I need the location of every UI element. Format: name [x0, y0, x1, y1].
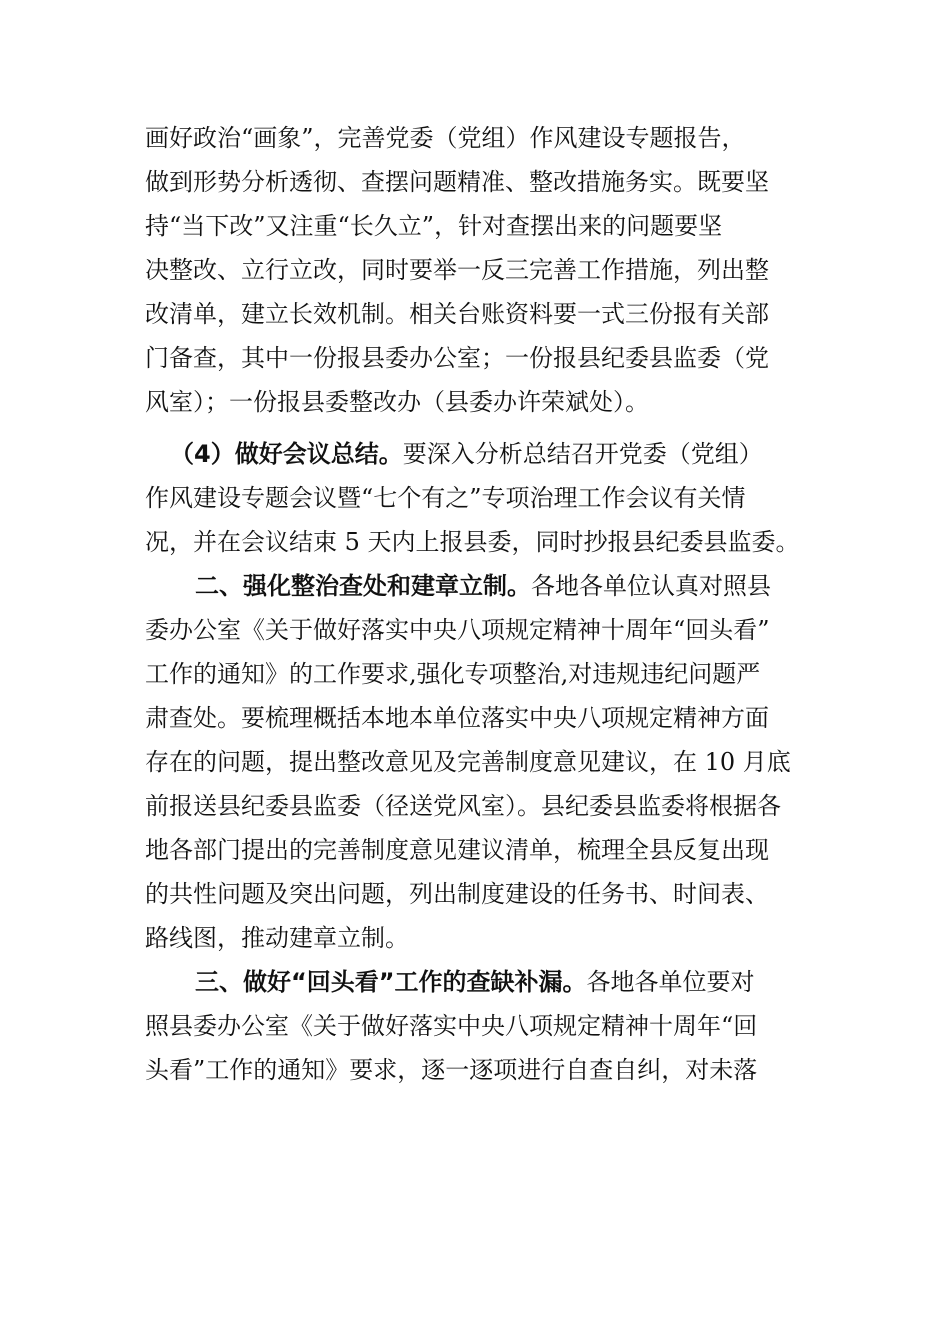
paragraph-line: 作风建设专题会议暨“七个有之”专项治理工作会议有关情: [145, 484, 746, 512]
paragraph-first-line: [170, 437, 763, 471]
paragraph-line: 的共性问题及突出问题，列出制度建设的任务书、时间表、: [145, 880, 769, 908]
paragraph-line: 路线图，推动建章立制。: [145, 924, 409, 952]
paragraph-line: 风室）；一份报县委整改办（县委办许荣斌处）。: [145, 388, 649, 416]
paragraph-first-line: [195, 569, 771, 603]
paragraph-line: 画好政治“画象”，完善党委（党组）作风建设专题报告，: [145, 124, 746, 152]
section-heading: 三、做好“回头看”工作的查缺补漏。: [195, 968, 587, 996]
paragraph-line: 肃查处。要梳理概括本地本单位落实中央八项规定精神方面: [145, 704, 769, 732]
section-heading: 二、强化整治查处和建章立制。: [195, 572, 531, 600]
paragraph-line: 照县委办公室《关于做好落实中央八项规定精神十周年“回: [145, 1012, 758, 1040]
paragraph-text: 各地各单位认真对照县: [531, 572, 771, 600]
paragraph-first-line: [195, 965, 755, 999]
paragraph-line: 地各部门提出的完善制度意见建议清单，梳理全县反复出现: [145, 836, 769, 864]
paragraph-text: 各地各单位要对: [586, 968, 755, 996]
paragraph-line: 改清单，建立长效机制。相关台账资料要一式三份报有关部: [145, 300, 769, 328]
paragraph-line: 决整改、立行立改，同时要举一反三完善工作措施，列出整: [145, 256, 769, 284]
paragraph-line: 况，并在会议结束 5 天内上报县委，同时抄报县纪委县监委。: [145, 528, 800, 556]
section-heading: （4）做好会议总结。: [170, 440, 403, 468]
paragraph-line: 头看”工作的通知》要求，逐一逐项进行自查自纠，对未落: [145, 1056, 758, 1084]
paragraph-line: 委办公室《关于做好落实中央八项规定精神十周年“回头看”: [145, 616, 770, 644]
paragraph-line: 门备查，其中一份报县委办公室；一份报县纪委县监委（党: [145, 344, 769, 372]
paragraph-line: 前报送县纪委县监委（径送党风室）。县纪委县监委将根据各: [145, 792, 781, 820]
paragraph-line: 工作的通知》的工作要求,强化专项整治,对违规违纪问题严: [145, 660, 761, 688]
paragraph-line: 持“当下改”又注重“长久立”，针对查摆出来的问题要坚: [145, 212, 723, 240]
paragraph-text: 要深入分析总结召开党委（党组）: [402, 440, 763, 468]
paragraph-line: 存在的问题，提出整改意见及完善制度意见建议，在 10 月底: [145, 748, 791, 776]
paragraph-line: 做到形势分析透彻、查摆问题精准、整改措施务实。既要坚: [145, 168, 769, 196]
